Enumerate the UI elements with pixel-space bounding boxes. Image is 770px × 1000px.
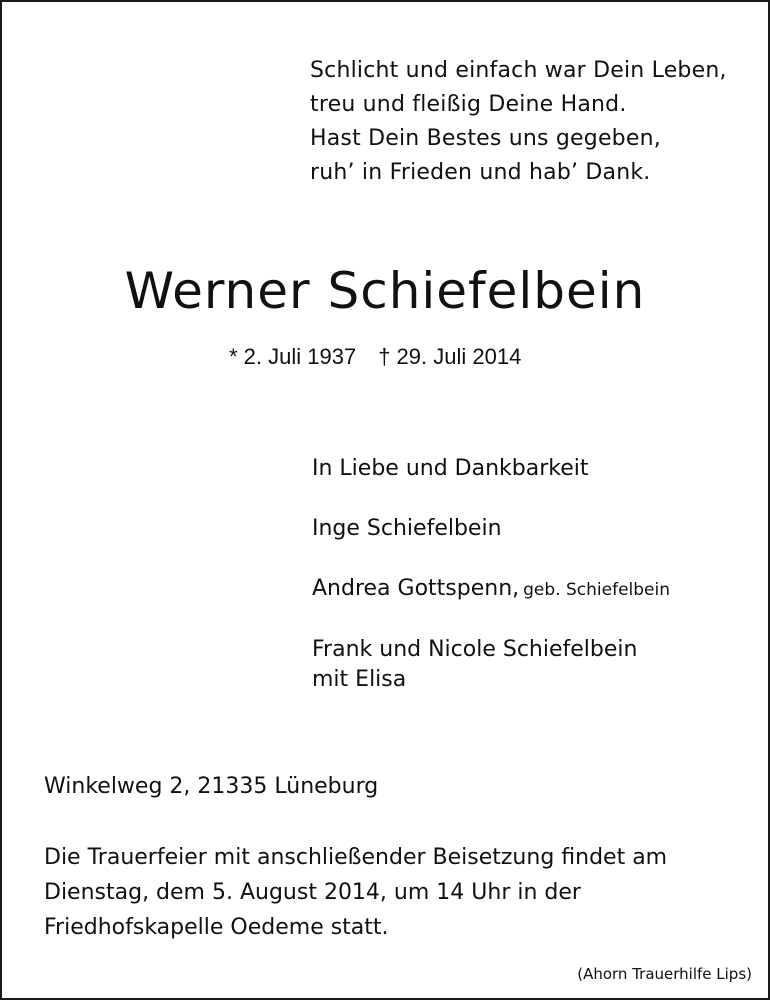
- poem-line: Hast Dein Bestes uns gegeben,: [310, 126, 661, 151]
- mourner-entry: [312, 574, 670, 605]
- poem-line: treu und fleißig Deine Hand.: [310, 92, 627, 117]
- mourner-name: Frank und Nicole Schiefelbein: [312, 637, 638, 662]
- poem-line: ruh’ in Frieden und hab’ Dank.: [310, 160, 651, 185]
- funeral-service-info: [44, 840, 667, 945]
- mourners-list: [312, 454, 670, 695]
- poem-line: Schlicht und einfach war Dein Leben,: [310, 58, 727, 83]
- birth-date: * 2. Juli 1937: [229, 344, 357, 369]
- life-dates: [229, 342, 521, 372]
- mourner-name-continued: mit Elisa: [312, 667, 407, 692]
- maiden-name-note: geb. Schiefelbein: [523, 580, 670, 600]
- death-date: † 29. Juli 2014: [378, 344, 522, 369]
- undertaker-credit: (Ahorn Trauerhilfe Lips): [577, 965, 752, 983]
- deceased-name: Werner Schiefelbein: [124, 262, 646, 320]
- memorial-poem: [310, 54, 727, 190]
- service-line: Dienstag, dem 5. August 2014, um 14 Uhr in der: [44, 880, 581, 905]
- mourner-name: Inge Schiefelbein: [312, 516, 502, 541]
- mourners-intro: In Liebe und Dankbarkeit: [312, 456, 589, 481]
- mourner-name: Andrea Gottspenn,: [312, 576, 520, 601]
- service-line: Die Trauerfeier mit anschließender Beisetzung findet am: [44, 845, 668, 870]
- service-line: Friedhofskapelle Oedeme statt.: [44, 915, 389, 940]
- family-address: Winkelweg 2, 21335 Lüneburg: [44, 774, 379, 799]
